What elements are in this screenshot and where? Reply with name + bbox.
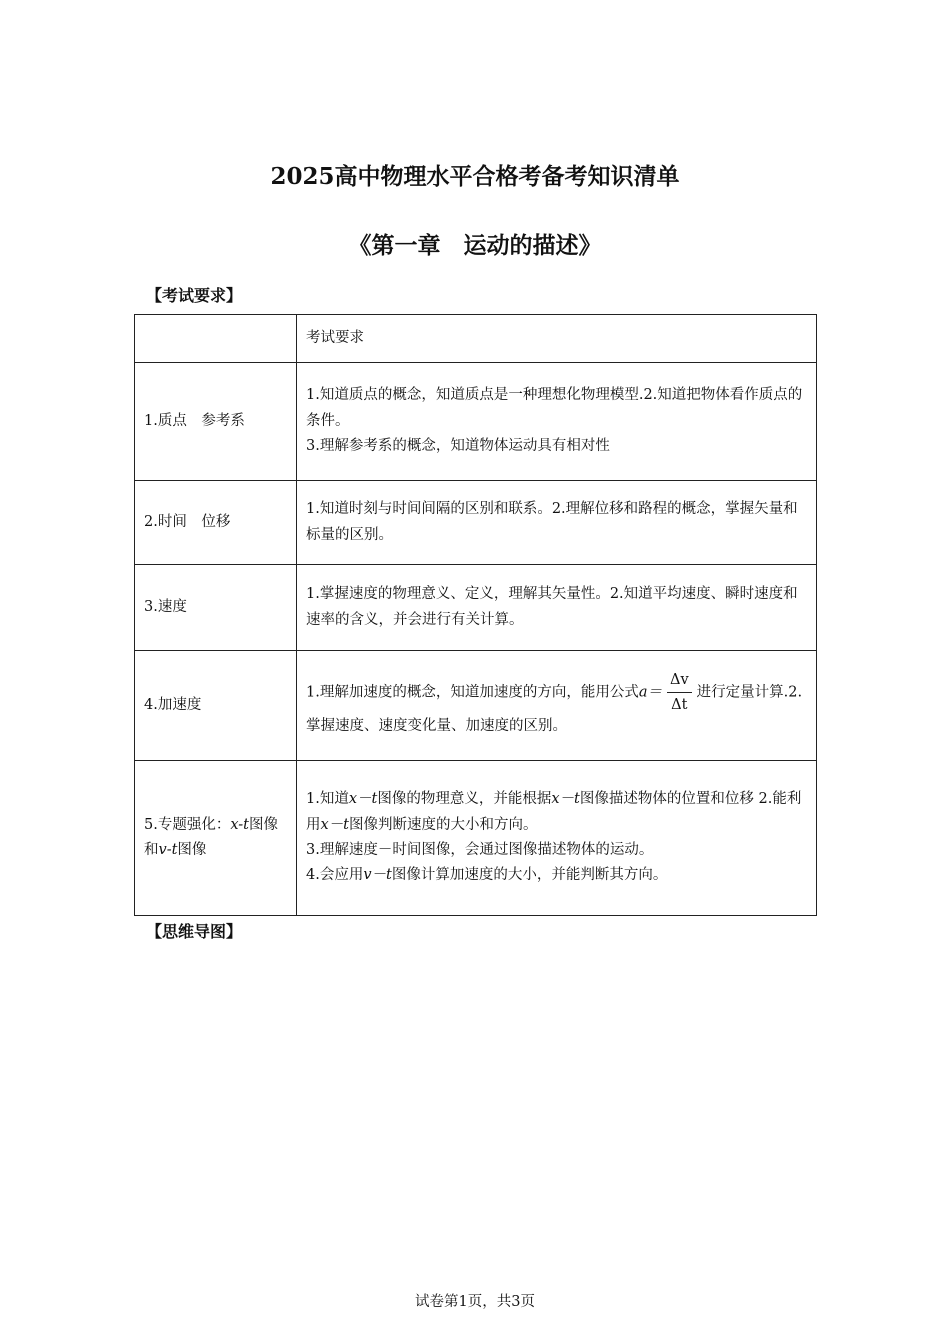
text-run: 图像计算加速度的大小，并能判断其方向。: [391, 867, 668, 884]
chapter-title: 《第一章 运动的描述》: [348, 232, 602, 259]
requirement-text-start: 1.理解加速度的概念，知道加速度的方向，能用公式: [306, 684, 639, 701]
row-requirements: [297, 481, 817, 565]
text-run: 图像的物理意义，并能根据: [377, 791, 552, 808]
row-topic: 3.速度: [135, 565, 297, 651]
formula-denominator: Δt: [671, 697, 688, 714]
table-header-requirements: 考试要求: [297, 315, 817, 363]
topic-text: 图像和: [144, 816, 278, 858]
table-row: [135, 363, 817, 481]
row-requirements: [297, 651, 817, 761]
page-footer: 试卷第1页，共3页: [415, 1294, 535, 1310]
requirement-text: [306, 863, 807, 888]
row-topic: [135, 761, 297, 916]
topic-text: 5.专题强化：: [144, 816, 231, 833]
table-header-topic: [135, 315, 297, 363]
text-run: 1.知道: [306, 791, 349, 808]
topic-vt-symbol: v-t: [158, 842, 178, 858]
xt-symbol: x－t: [551, 791, 580, 808]
topic-text: 图像: [177, 842, 207, 858]
xt-symbol: x－t: [320, 816, 350, 833]
vt-symbol: v－t: [363, 867, 392, 884]
table-row: [135, 761, 817, 916]
formula-numerator: Δv: [667, 671, 692, 693]
row-requirements: [297, 761, 817, 916]
row-requirements: [297, 565, 817, 651]
row-topic: 4.加速度: [135, 651, 297, 761]
exam-requirements-heading: 【考试要求】: [146, 286, 243, 305]
table-header-row: [135, 315, 817, 363]
requirement-text: [306, 671, 807, 740]
requirement-text: 3.理解速度－时间图像，会通过图像描述物体的运动。: [306, 842, 654, 858]
acceleration-formula-fraction: [667, 671, 692, 714]
document-title: 2025高中物理水平合格考备考知识清单: [270, 163, 680, 190]
table-row: [135, 651, 817, 761]
text-run: 4.会应用: [306, 867, 364, 884]
table-row: [135, 481, 817, 565]
requirements-table: [134, 314, 817, 916]
requirement-text: 1.知道质点的概念，知道质点是一种理想化物理模型.2.知道把物体看作质点的条件。: [306, 387, 803, 429]
formula-lhs: a＝: [638, 684, 662, 701]
text-run: 图像判断速度的大小和方向。: [349, 816, 538, 833]
requirement-text: 1.知道时刻与时间间隔的区别和联系。2.理解位移和路程的概念，掌握矢量和标量的区别。: [306, 501, 798, 543]
text-run: 图像描述物体的位置和位移 2.能利用: [306, 791, 802, 833]
requirement-text: 1.掌握速度的物理意义、定义，理解其矢量性。2.知道平均速度、瞬时速度和速率的含义，并会进行有关计算。: [306, 586, 798, 628]
requirement-text-end: 进行定量计算.2.掌握速度、速度变化量、加速度的区别。: [306, 684, 803, 735]
topic-xt-symbol: x-t: [230, 816, 249, 833]
requirement-text: [306, 787, 807, 838]
mind-map-heading: 【思维导图】: [146, 922, 243, 941]
table-row: [135, 565, 817, 651]
requirement-text: 3.理解参考系的概念，知道物体运动具有相对性: [306, 438, 610, 455]
row-requirements: [297, 363, 817, 481]
xt-symbol: x－t: [348, 791, 378, 808]
row-topic: 2.时间 位移: [135, 481, 297, 565]
row-topic: 1.质点 参考系: [135, 363, 297, 481]
